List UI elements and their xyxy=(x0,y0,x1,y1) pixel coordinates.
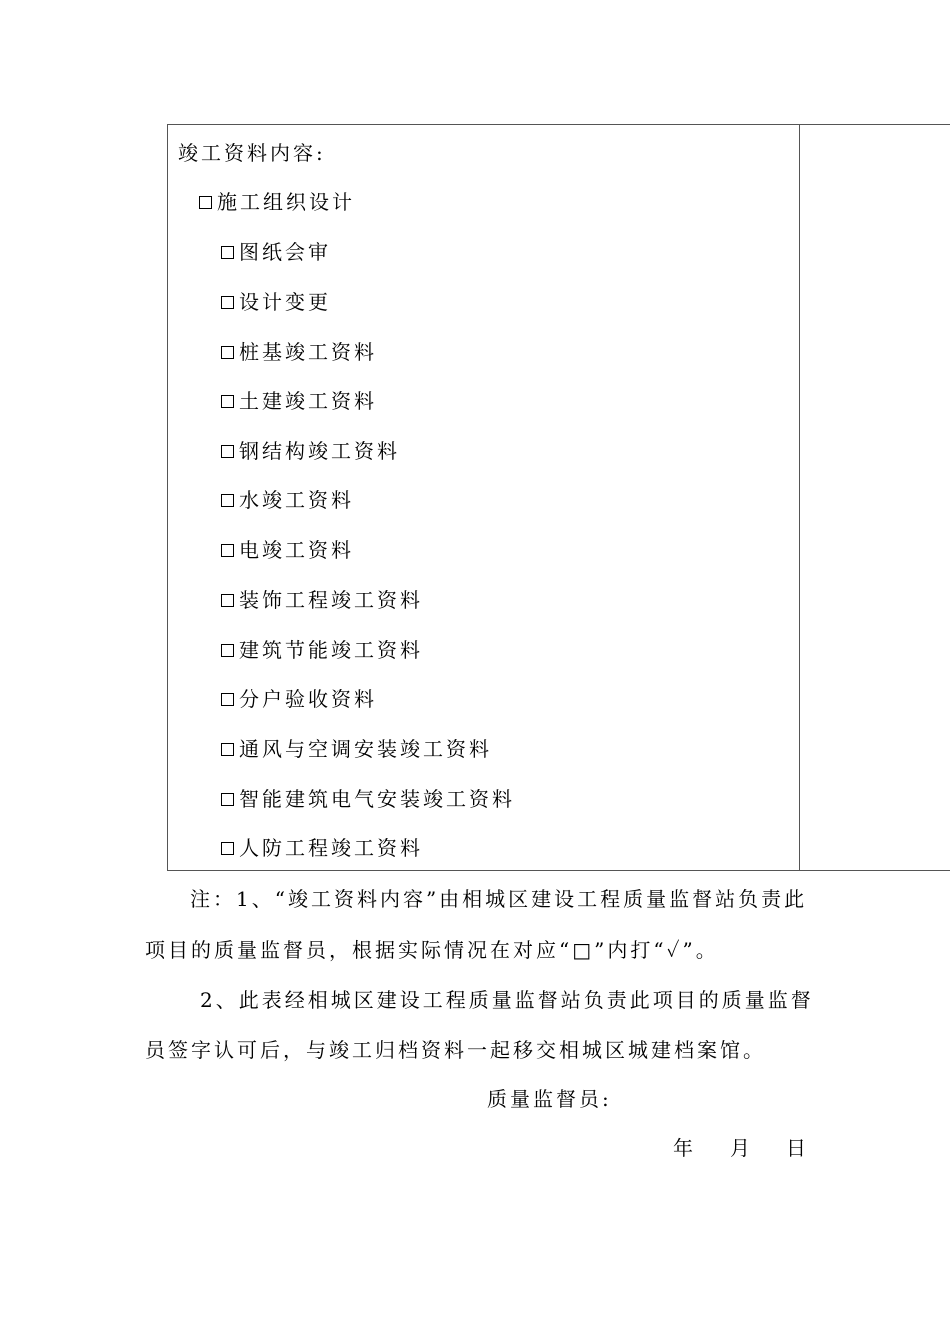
list-item xyxy=(221,586,423,614)
list-item xyxy=(221,486,354,514)
item-label: 人防工程竣工资料 xyxy=(239,836,423,860)
note-2-line-2: 员签字认可后，与竣工归档资料一起移交相城区城建档案馆。 xyxy=(145,1038,766,1062)
item-label: 建筑节能竣工资料 xyxy=(239,638,423,662)
item-label: 通风与空调安装竣工资料 xyxy=(239,737,492,761)
checkbox[interactable] xyxy=(221,494,234,507)
item-label: 电竣工资料 xyxy=(239,538,354,562)
list-item xyxy=(221,536,354,564)
item-label: 装饰工程竣工资料 xyxy=(239,588,423,612)
checkbox[interactable] xyxy=(221,296,234,309)
date-year-label: 年 xyxy=(673,1136,696,1160)
list-item xyxy=(221,834,423,862)
item-label: 桩基竣工资料 xyxy=(239,340,377,364)
checkbox[interactable] xyxy=(221,395,234,408)
list-item xyxy=(199,188,355,216)
checkbox[interactable] xyxy=(221,693,234,706)
note-1-line-1: 注：1、“竣工资料内容”由相城区建设工程质量监督站负责此 xyxy=(190,887,808,911)
item-label: 设计变更 xyxy=(239,290,331,314)
note-1-line-2: 项目的质量监督员，根据实际情况在对应“□”内打“✓”。 xyxy=(145,938,719,962)
checkbox[interactable] xyxy=(221,346,234,359)
completion-documents-table xyxy=(167,124,950,871)
date-month-label: 月 xyxy=(730,1136,753,1160)
list-item xyxy=(221,437,400,465)
checkbox[interactable] xyxy=(221,793,234,806)
checkbox[interactable] xyxy=(221,842,234,855)
checkbox[interactable] xyxy=(221,594,234,607)
list-item xyxy=(221,636,423,664)
item-label: 水竣工资料 xyxy=(239,488,354,512)
supervisor-signature-label: 质量监督员: xyxy=(487,1087,612,1111)
list-item xyxy=(221,685,377,713)
item-label: 智能建筑电气安装竣工资料 xyxy=(239,787,515,811)
table-heading: 竣工资料内容: xyxy=(178,141,326,165)
item-label: 施工组织设计 xyxy=(217,190,355,214)
note-2-line-1: 2、此表经相城区建设工程质量监督站负责此项目的质量监督 xyxy=(200,988,814,1012)
item-label: 土建竣工资料 xyxy=(239,389,377,413)
checkbox[interactable] xyxy=(221,644,234,657)
checkbox[interactable] xyxy=(221,743,234,756)
list-item xyxy=(221,735,492,763)
checkbox[interactable] xyxy=(221,445,234,458)
date-day-label: 日 xyxy=(786,1136,809,1160)
list-item xyxy=(221,238,331,266)
item-label: 钢结构竣工资料 xyxy=(239,439,400,463)
checkbox[interactable] xyxy=(221,246,234,259)
column-divider xyxy=(799,125,800,870)
item-label: 分户验收资料 xyxy=(239,687,377,711)
list-item xyxy=(221,785,515,813)
item-label: 图纸会审 xyxy=(239,240,331,264)
list-item xyxy=(221,288,331,316)
checkbox[interactable] xyxy=(199,196,212,209)
list-item xyxy=(221,338,377,366)
checkbox[interactable] xyxy=(221,544,234,557)
list-item xyxy=(221,387,377,415)
